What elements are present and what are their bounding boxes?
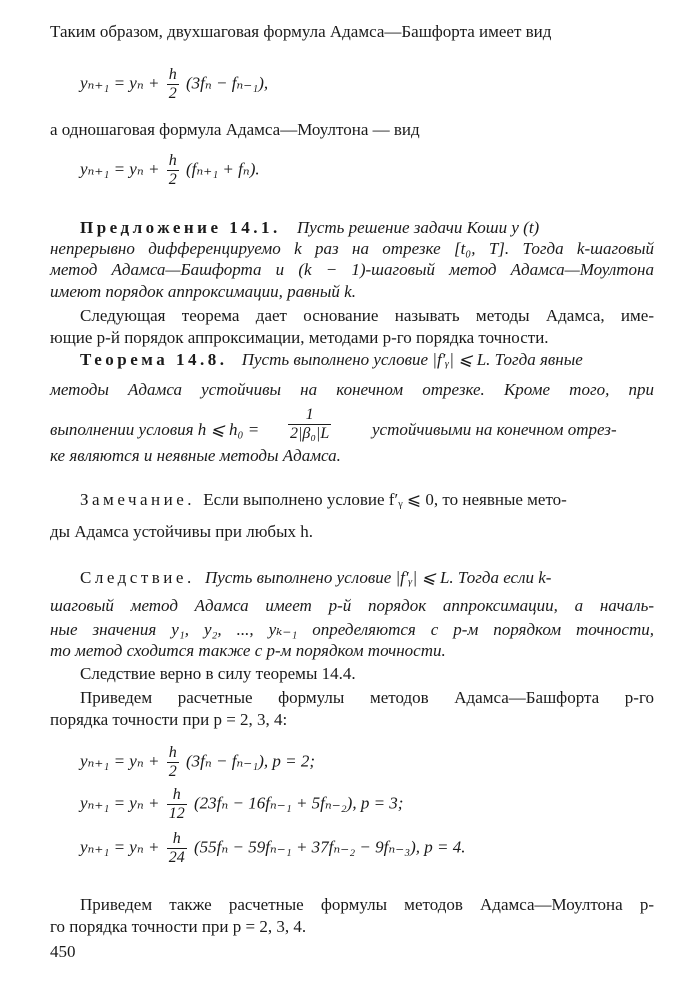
intro-paragraph: Таким образом, двухшаговая формула Адамса—Башфорта имеет вид <box>50 22 552 41</box>
theorem-line-3 <box>50 406 654 446</box>
theorem-line-1 <box>80 350 654 370</box>
paragraph-3-line-1: Следующая теорема дает основание называть методы Адамса, име- <box>80 306 654 325</box>
remark-text: Если выполнено условие f′ᵧ ⩽ 0, то неявные мето- <box>203 490 567 509</box>
proposition-line-2: непрерывно дифференцируемо k раз на отрезке [t₀, T]. Тогда k-шаговый <box>50 239 654 258</box>
theorem-line-2: методы Адамса устойчивы на конечном отрезке. Кроме того, при <box>50 380 654 399</box>
proposition-label: Предложение 14.1. <box>80 218 281 237</box>
equation-rhs: (3fₙ − fₙ₋₁), p = 2; <box>185 751 315 771</box>
corollary-label: Следствие. <box>80 568 195 587</box>
equation-fraction <box>167 152 179 189</box>
proposition-line-4: имеют порядок аппроксимации, равный k. <box>50 282 356 301</box>
paragraph-5-line-2: порядка точности при p = 2, 3, 4: <box>50 710 288 729</box>
corollary-text: Пусть выполнено условие |f′ᵧ| ⩽ L. Тогда если k- <box>204 568 552 587</box>
formula-order-4 <box>80 830 466 867</box>
page-number: 450 <box>50 942 76 961</box>
paragraph-5-line-1: Приведем расчетные формулы методов Адамса—Башфорта p-го <box>80 688 654 707</box>
theorem-label: Теорема 14.8. <box>80 350 228 369</box>
equation-rhs: (55fₙ − 59fₙ₋₁ + 37fₙ₋₂ − 9fₙ₋₃), p = 4. <box>193 837 466 857</box>
theorem-line-4: ке являются и неявные методы Адамса. <box>50 446 341 465</box>
fraction-denominator: 12 <box>168 805 185 822</box>
remark-line-2: ды Адамса устойчивы при любых h. <box>50 522 313 541</box>
fraction-denominator: 2 <box>168 763 177 780</box>
proposition-line-1 <box>80 218 654 238</box>
equation-lhs: yₙ₊₁ = yₙ + <box>80 793 160 813</box>
paragraph-3-line-2: ющие p-й порядок аппроксимации, методами p-го порядка точности. <box>50 328 549 347</box>
equation-rhs: (3fₙ − fₙ₋₁), <box>185 73 269 93</box>
equation-rhs: (23fₙ − 16fₙ₋₁ + 5fₙ₋₂), p = 3; <box>193 793 404 813</box>
fraction-numerator: h <box>172 830 181 847</box>
fraction-denominator: 2|β₀|L <box>290 425 330 442</box>
equation-lhs: yₙ₊₁ = yₙ + <box>80 837 160 857</box>
corollary-line-3: ные значения y₁, y₂, ..., yₖ₋₁ определяются с p-м порядком точности, <box>50 620 654 639</box>
proposition-line-3: метод Адамса—Башфорта и (k − 1)-шаговый метод Адамса—Моултона <box>50 260 654 279</box>
theorem-text: Пусть выполнено условие |f′ᵧ| ⩽ L. Тогда явные <box>241 350 583 369</box>
equation-rhs: (fₙ₊₁ + fₙ). <box>185 159 260 179</box>
fraction-numerator: 1 <box>305 406 314 423</box>
theorem-condition-continuation: устойчивыми на конечном отрез- <box>372 420 617 439</box>
fraction-denominator: 2 <box>168 171 177 188</box>
equation-fraction <box>167 66 179 103</box>
equation-fraction <box>167 786 187 823</box>
corollary-line-4: то метод сходится также с p-м порядком точности. <box>50 641 446 660</box>
proposition-text: Пусть решение задачи Коши y (t) <box>297 218 540 237</box>
remark-line-1 <box>80 490 654 510</box>
corollary-line-2: шаговый метод Адамса имеет p-й порядок аппроксимации, а началь- <box>50 596 654 615</box>
equation-fraction <box>167 830 187 867</box>
theorem-condition-text: выполнении условия h ⩽ h₀ = <box>50 420 260 439</box>
fraction-numerator: h <box>168 744 177 761</box>
formula-order-3 <box>80 786 403 823</box>
paragraph-6-line-1: Приведем также расчетные формулы методов Адамса—Моултона p- <box>80 895 654 914</box>
equation-lhs: yₙ₊₁ = yₙ + <box>80 751 160 771</box>
formula-order-2 <box>80 744 315 781</box>
fraction-denominator: 24 <box>168 849 185 866</box>
fraction-numerator: h <box>172 786 181 803</box>
fraction-numerator: h <box>168 152 177 169</box>
equation-lhs: yₙ₊₁ = yₙ + <box>80 73 160 93</box>
equation-fraction <box>167 744 179 781</box>
remark-label: Замечание. <box>80 490 196 509</box>
equation-lhs: yₙ₊₁ = yₙ + <box>80 159 160 179</box>
fraction-denominator: 2 <box>168 85 177 102</box>
paragraph-6-line-2: го порядка точности при p = 2, 3, 4. <box>50 917 307 936</box>
paragraph-4: Следствие верно в силу теоремы 14.4. <box>80 664 356 683</box>
fraction-numerator: h <box>168 66 177 83</box>
equation-adams-bashforth-2step <box>80 66 268 103</box>
moulton-intro-paragraph: а одношаговая формула Адамса—Моултона — вид <box>50 120 420 139</box>
corollary-line-1 <box>80 568 654 588</box>
theorem-fraction <box>288 406 331 443</box>
equation-adams-moulton-1step <box>80 152 260 189</box>
